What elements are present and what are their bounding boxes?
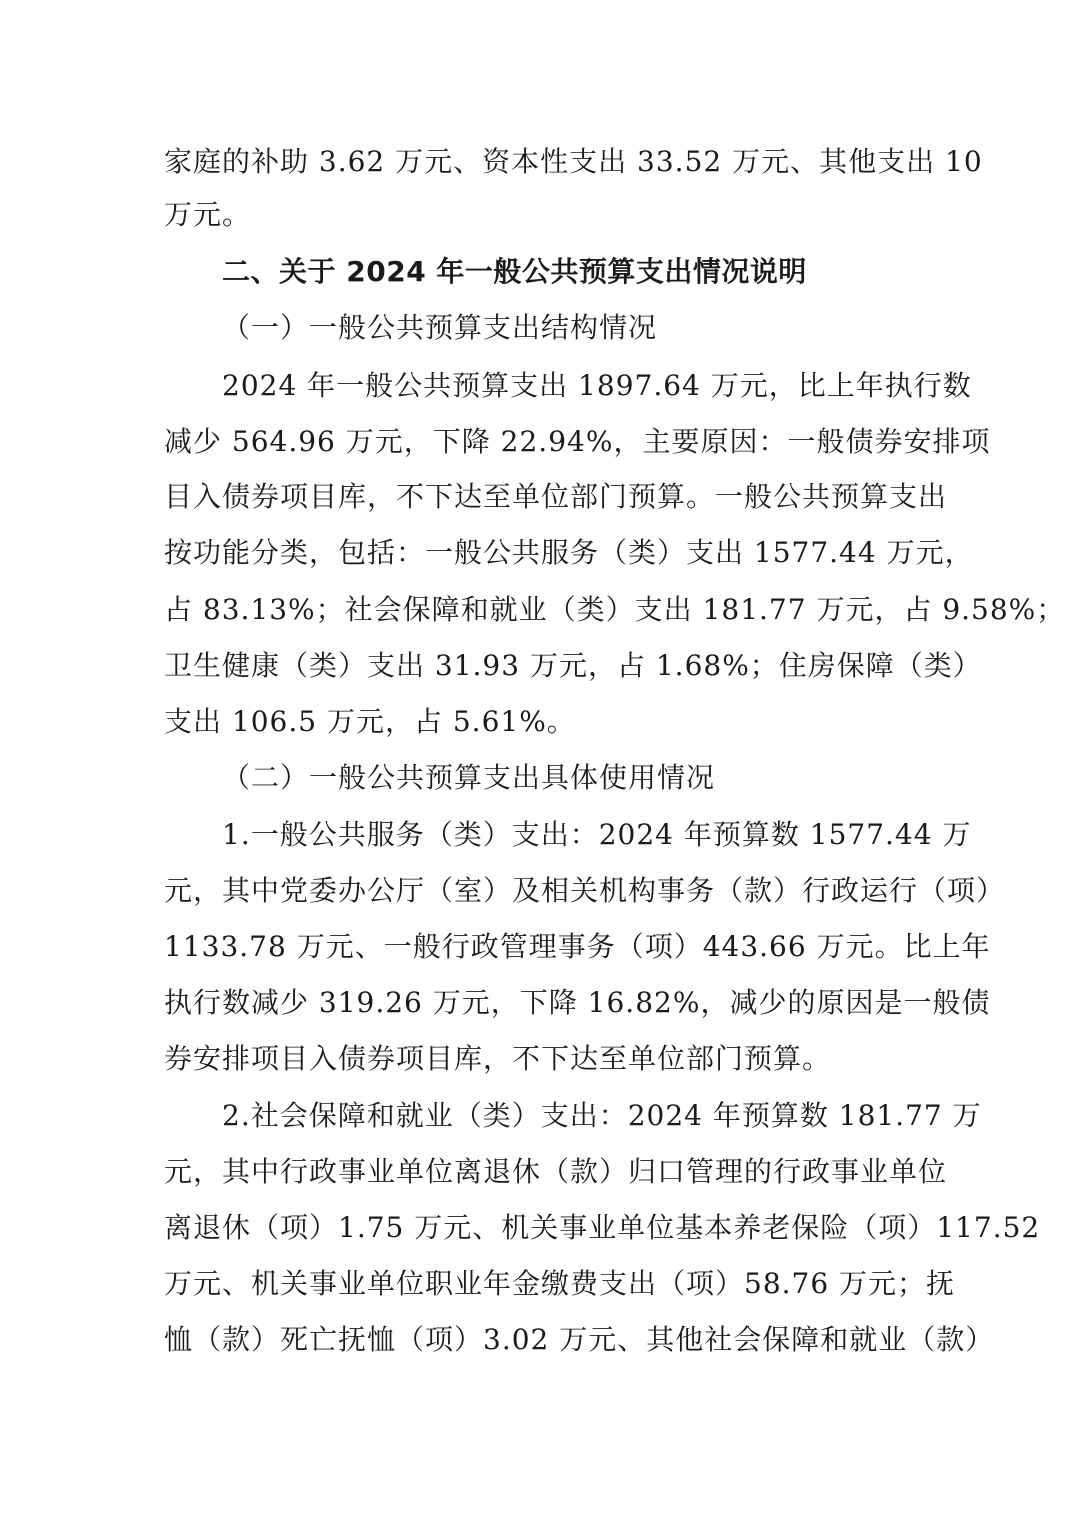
body-text-line: 券安排项目入债券项目库，不下达至单位部门预算。 [164,1042,832,1075]
body-text-line: 1.一般公共服务（类）支出：2024 年预算数 1577.44 万 [222,818,972,851]
section-heading: 二、关于 2024 年一般公共预算支出情况说明 [222,255,807,288]
body-text-line: 元，其中党委办公厅（室）及相关机构事务（款）行政运行（项） [164,874,1006,907]
body-text-line: 万元。 [164,198,252,231]
body-text-line: 1133.78 万元、一般行政管理事务（项）443.66 万元。比上年 [164,930,991,963]
body-text-line: 元，其中行政事业单位离退休（款）归口管理的行政事业单位 [164,1155,948,1188]
body-text-line: 执行数减少 319.26 万元，下降 16.82%，减少的原因是一般债 [164,986,991,1019]
body-text-line: 2.社会保障和就业（类）支出：2024 年预算数 181.77 万 [222,1099,982,1132]
body-text-line: 2024 年一般公共预算支出 1897.64 万元，比上年执行数 [222,369,972,402]
body-text-line: 支出 106.5 万元，占 5.61%。 [164,705,576,738]
body-text-line: 恤（款）死亡抚恤（项）3.02 万元、其他社会保障和就业（款） [164,1323,995,1356]
body-text-line: 占 83.13%；社会保障和就业（类）支出 181.77 万元，占 9.58%； [164,593,1066,626]
subsection-heading: （一）一般公共预算支出结构情况 [222,311,658,344]
body-text-line: 减少 564.96 万元，下降 22.94%，主要原因：一般债券安排项 [164,425,991,458]
body-text-line: 卫生健康（类）支出 31.93 万元，占 1.68%；住房保障（类） [164,649,982,682]
body-text-line: 家庭的补助 3.62 万元、资本性支出 33.52 万元、其他支出 10 [164,145,983,178]
body-text-line: 离退休（项）1.75 万元、机关事业单位基本养老保险（项）117.52 [164,1211,1041,1244]
body-text-line: 目入债券项目库，不下达至单位部门预算。一般公共预算支出 [164,480,948,513]
body-text-line: 按功能分类，包括：一般公共服务（类）支出 1577.44 万元， [164,536,974,569]
body-text-line: 万元、机关事业单位职业年金缴费支出（项）58.76 万元；抚 [164,1267,956,1300]
subsection-heading: （二）一般公共预算支出具体使用情况 [222,761,716,794]
